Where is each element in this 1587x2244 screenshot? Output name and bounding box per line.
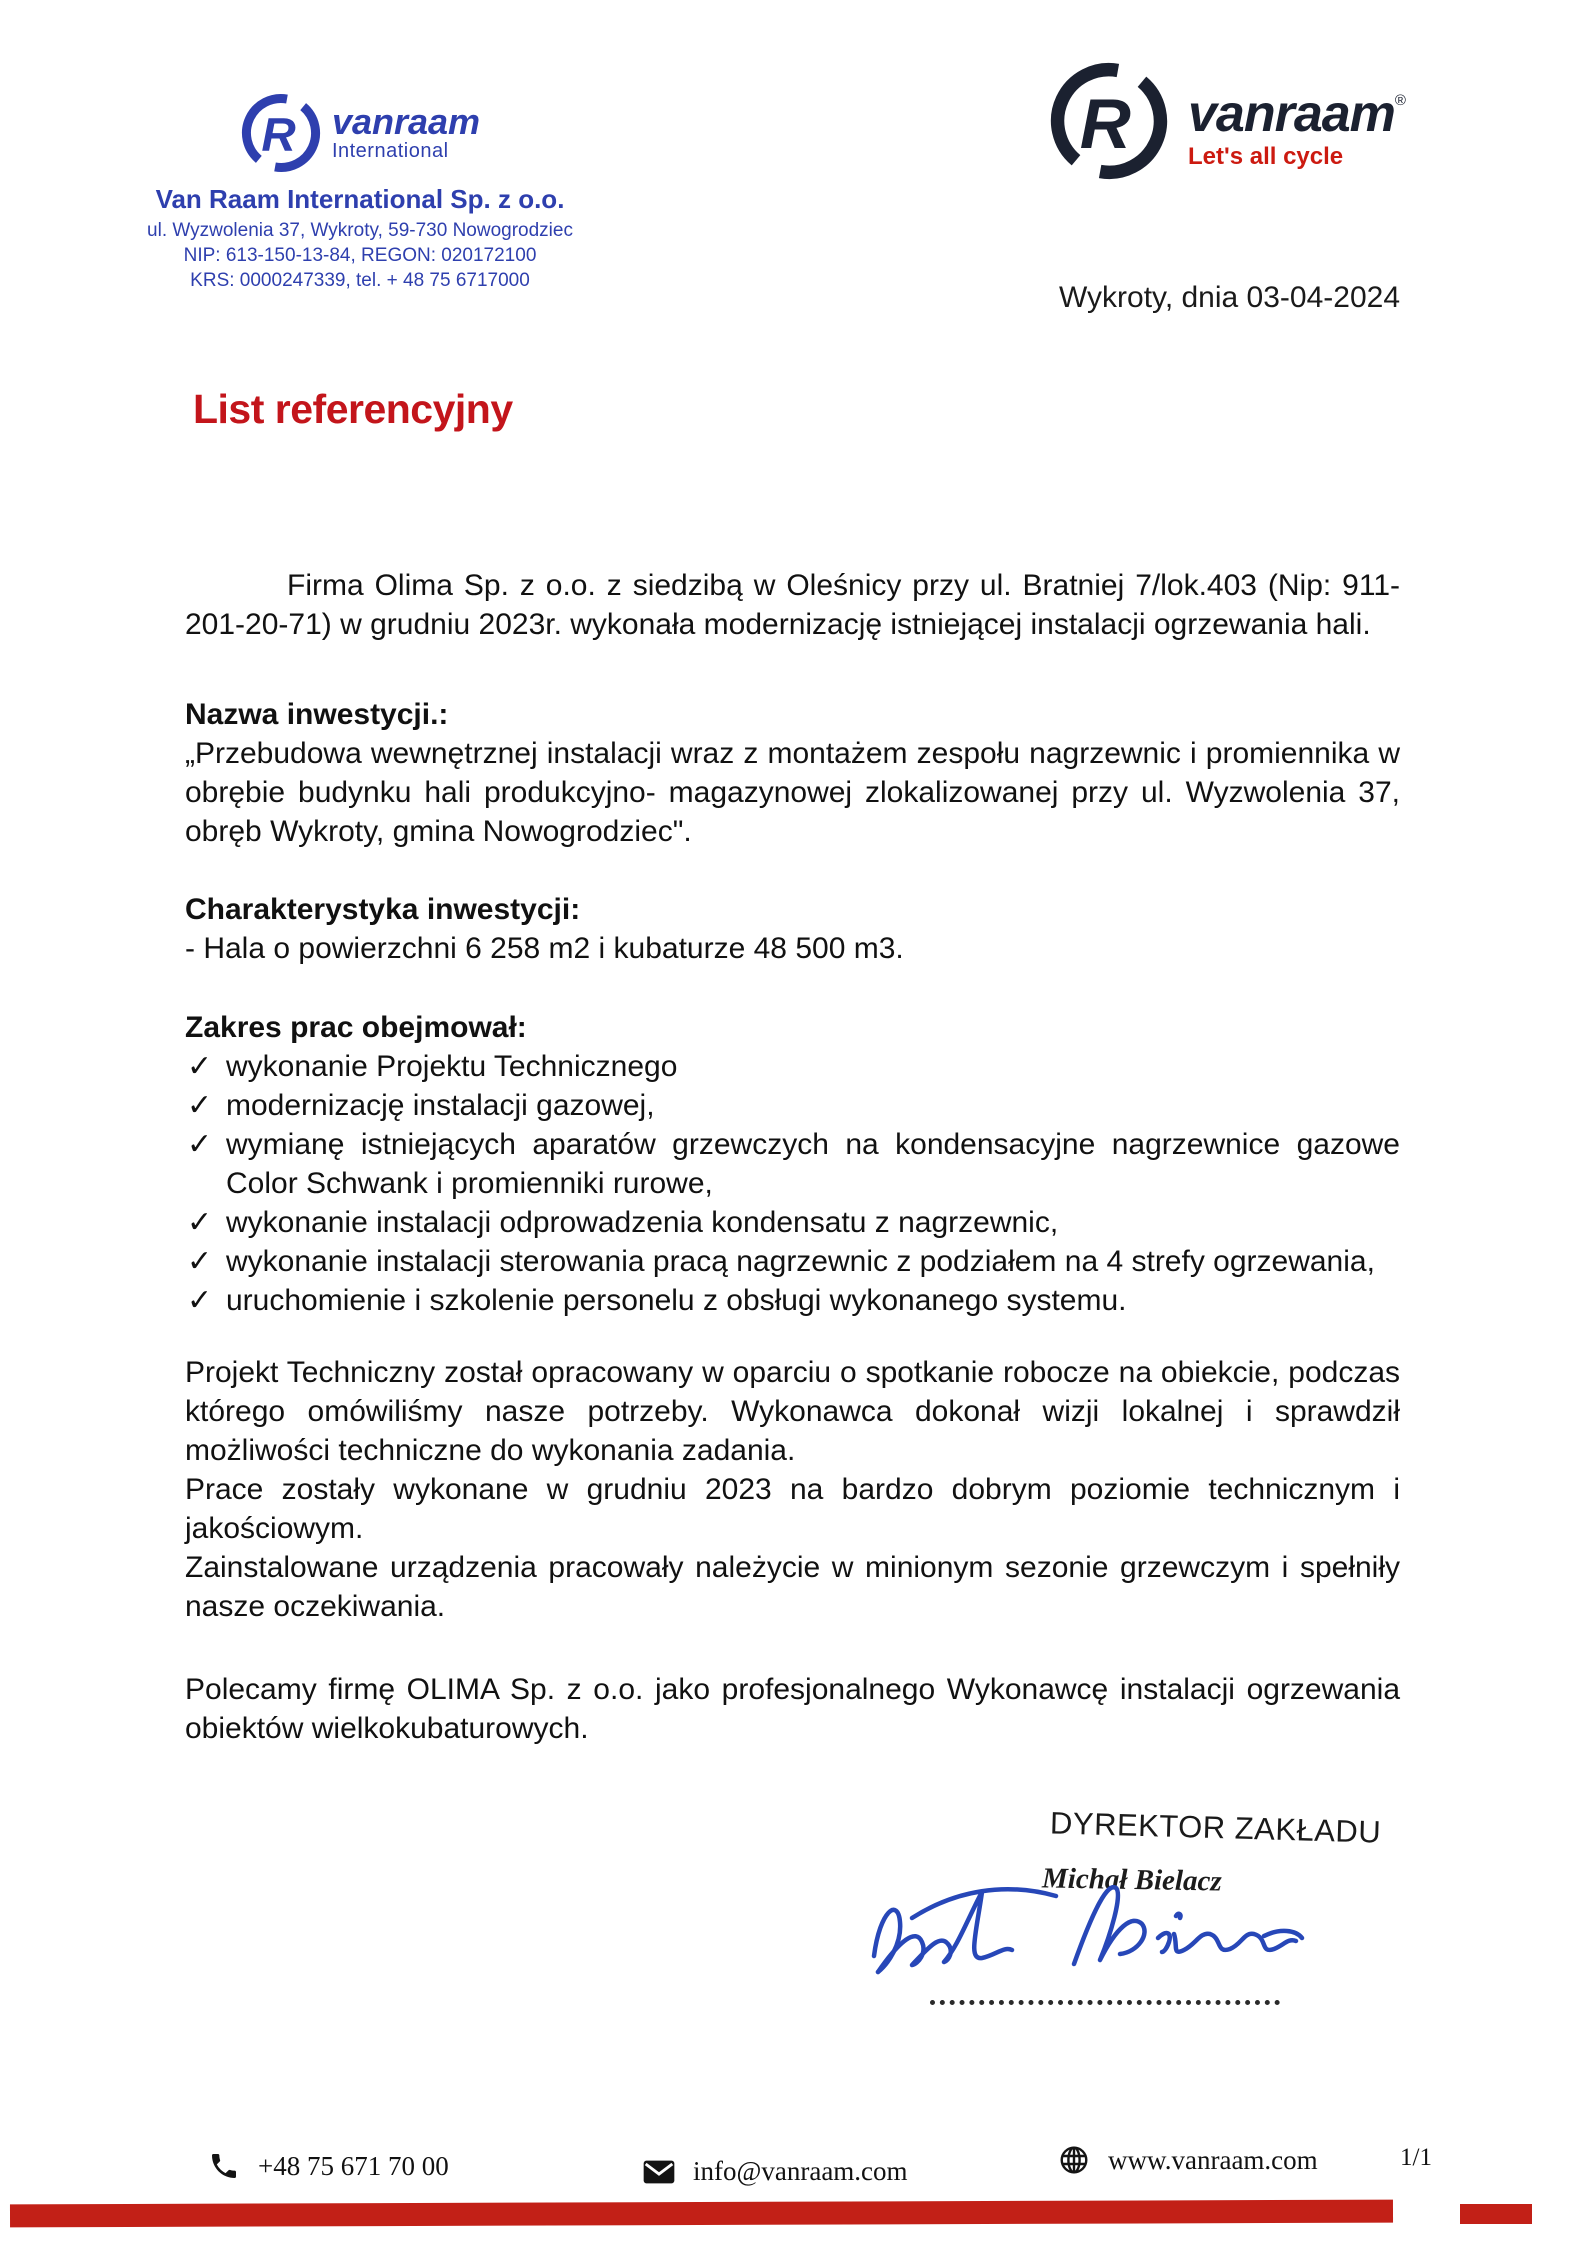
list-item: [185, 1086, 1400, 1125]
work-scope-list: [185, 1047, 1400, 1320]
brand-tagline: Let's all cycle: [1188, 143, 1344, 170]
footer-phone-text: +48 75 671 70 00: [258, 2150, 449, 2181]
list-item: [185, 1281, 1400, 1320]
project-paragraph-2: Prace zostały wykonane w grudniu 2023 na bardzo dobrym poziomie technicznym i jakościowym.: [185, 1473, 1400, 1545]
stamp-logo: [138, 92, 582, 174]
check-icon: ✓: [187, 1245, 213, 1278]
stamp-brand-subtitle: International: [331, 140, 449, 162]
check-icon: ✓: [187, 1206, 213, 1239]
brand-name: [1188, 76, 1406, 143]
investment-name-text: „Przebudowa wewnętrznej instalacji wraz z montażem zespołu nagrzewnic i promiennika w obrębie budynku hali produkcyjno- magazynowej zlokalizowanej przy ul. Wyzwolenia 37, obręb Wykroty, gmina Nowogrodziec".: [185, 737, 1400, 848]
list-item-text: wykonanie instalacji odprowadzenia kondensatu z nagrzewnic,: [226, 1206, 1059, 1239]
stamp-brand-name: vanraam: [331, 101, 481, 142]
date-line: Wykroty, dnia 03-04-2024: [1058, 281, 1400, 314]
list-item-text: modernizację instalacji gazowej,: [226, 1089, 655, 1122]
stamp-tax-ids: NIP: 613-150-13-84, REGON: 020172100: [183, 245, 537, 266]
page-number: 1/1: [1400, 2144, 1432, 2171]
project-paragraph-3: Zainstalowane urządzenia pracowały należycie w minionym sezonie grzewczym i spełniły nasze oczekiwania.: [185, 1551, 1400, 1623]
list-item: [185, 1047, 1400, 1086]
stamp-address: ul. Wyzwolenia 37, Wykroty, 59-730 Nowogrodziec: [147, 220, 573, 241]
check-icon: ✓: [187, 1128, 213, 1161]
footer-website-text: www.vanraam.com: [1108, 2144, 1318, 2175]
section-heading-characteristics: Charakterystyka inwestycji:: [185, 893, 581, 926]
list-item-text: uruchomienie i szkolenie personelu z obsługi wykonanego systemu.: [226, 1284, 1127, 1317]
svg-text:R: R: [261, 109, 296, 163]
list-item-text: wymianę istniejących aparatów grzewczych na kondensacyjne nagrzewnice gazowe Color Schwank i promienniki rurowe,: [226, 1128, 1400, 1200]
list-item-text: wykonanie instalacji sterowania pracą nagrzewnic z podziałem na 4 strefy ogrzewania,: [226, 1245, 1375, 1278]
list-item: [185, 1125, 1400, 1203]
footer-email-text: info@vanraam.com: [693, 2156, 908, 2186]
vanraam-r-logo-icon: [1046, 60, 1172, 182]
signature-dotted-line: [930, 1972, 1280, 2005]
characteristics-text: - Hala o powierzchni 6 258 m2 i kubaturze 48 500 m3.: [185, 932, 904, 965]
intro-paragraph: Firma Olima Sp. z o.o. z siedzibą w Oleśnicy przy ul. Bratniej 7/lok.403 (Nip: 911-201-20-71) w grudniu 2023r. wykonała modernizację istniejącej instalacji ogrzewania hali.: [185, 569, 1400, 641]
section-heading-investment-name: Nazwa inwestycji.:: [185, 698, 449, 731]
recommendation-paragraph: Polecamy firmę OLIMA Sp. z o.o. jako profesjonalnego Wykonawcę instalacji ogrzewania obiektów wielkokubaturowych.: [185, 1673, 1400, 1745]
brand-wordmark: vanraam: [1188, 85, 1395, 143]
list-item: [185, 1242, 1400, 1281]
check-icon: ✓: [187, 1050, 213, 1083]
phone-icon: [208, 2150, 240, 2182]
vanraam-r-logo-icon: [240, 92, 322, 174]
envelope-icon: [643, 2159, 675, 2185]
project-paragraph-1: Projekt Techniczny został opracowany w oparciu o spotkanie robocze na obiekcie, podczas którego omówiliśmy nasze potrzeby. Wykonawca dokonał wizji lokalnej i sprawdził możliwości techniczne do wykonania zadania.: [185, 1356, 1400, 1467]
list-item-text: wykonanie Projektu Technicznego: [226, 1050, 678, 1083]
letter-body: [185, 566, 1400, 1748]
vanraam-logo: [1046, 60, 1406, 182]
footer-phone: [208, 2150, 449, 2182]
list-item: [185, 1203, 1400, 1242]
document-title: List referencyjny: [193, 386, 513, 432]
globe-icon: [1058, 2144, 1090, 2176]
signatory-role: DYREKTOR ZAKŁADU: [1049, 1805, 1382, 1850]
company-stamp: [138, 92, 582, 293]
check-icon: ✓: [187, 1089, 213, 1122]
stamp-registry-phone: KRS: 0000247339, tel. + 48 75 6717000: [190, 270, 530, 291]
footer-email: [643, 2156, 908, 2187]
registered-trademark-icon: ®: [1394, 92, 1406, 109]
check-icon: ✓: [187, 1284, 213, 1317]
footer-red-bar-segment: [1460, 2204, 1532, 2224]
stamp-company-name: Van Raam International Sp. z o.o.: [155, 184, 565, 214]
footer-website: [1058, 2144, 1318, 2176]
footer-red-bar: [10, 2200, 1393, 2228]
section-heading-scope: Zakres prac obejmował:: [185, 1011, 527, 1044]
svg-text:R: R: [1079, 83, 1131, 163]
signatory-name: Michał Bielacz: [1041, 1862, 1222, 1898]
